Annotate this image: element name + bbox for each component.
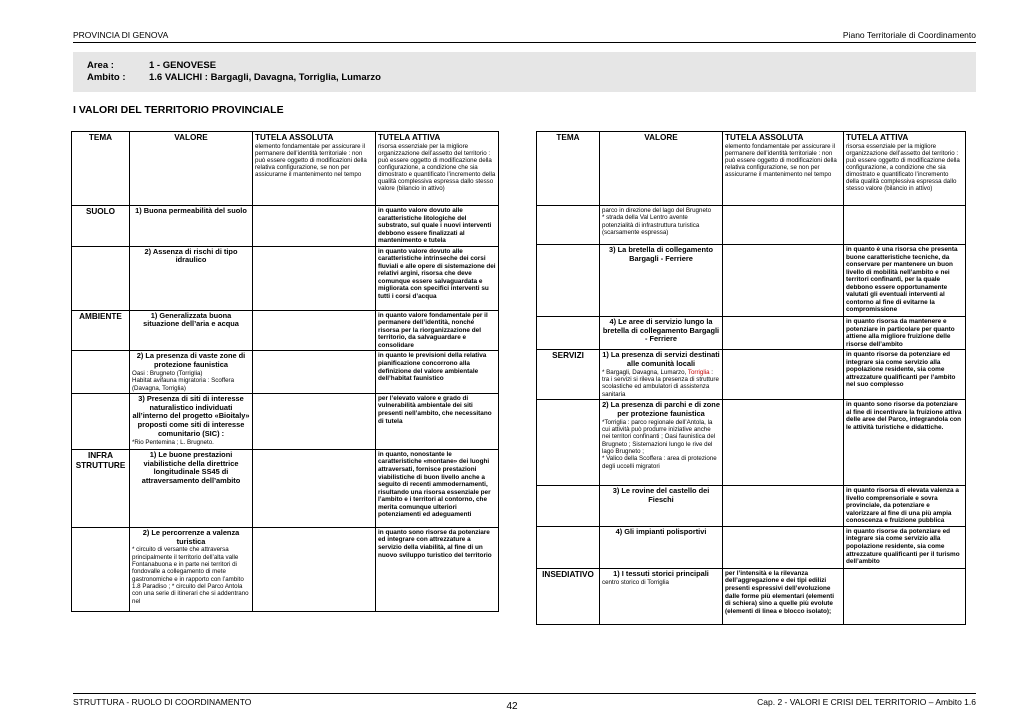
table-row	[72, 393, 499, 449]
col-tutela-attiva-desc: risorsa essenziale per la migliore organizzazione dell’assetto del territorio : può essere oggetto di modificazione della configurazione, a condizione che sia dimostrato e quantificato l’incremento della qualità complessiva espressa dallo stesso valore (bilancio in attivo)	[378, 142, 496, 193]
table-row	[72, 246, 499, 310]
valore-note: Habitat avifauna migratoria : Scoffera (Davagna, Torriglia)	[132, 377, 235, 392]
valore-title: 2) Assenza di rischi di tipo idraulico	[144, 246, 238, 265]
col-tutela-assoluta-label: TUTELA ASSOLUTA	[255, 133, 334, 142]
attiva-cell: in quanto valore fondamentale per il permanere dell’identità, nonché risorsa per la riorganizzazione del territorio, da salvaguardare e consolidare	[376, 310, 499, 351]
attiva-cell: in quanto risorse da potenziare ed integrare sia come servizio alla popolazione residente, sia come attrezzature qualificanti per l’ambito nel suo complesso	[844, 350, 966, 400]
assoluta-cell	[253, 449, 376, 527]
tema-cell	[537, 526, 600, 568]
col-valore: VALORE	[600, 132, 723, 206]
table-row	[537, 350, 966, 400]
header-divider	[73, 42, 976, 43]
table-row	[72, 206, 499, 247]
assoluta-cell	[723, 486, 844, 527]
valore-cell	[130, 449, 253, 527]
section-title: I VALORI DEL TERRITORIO PROVINCIALE	[73, 104, 284, 116]
assoluta-cell	[253, 246, 376, 310]
valore-cell	[600, 400, 723, 486]
assoluta-cell: per l’intensità e la rilevanza dell’aggregazione e dei tipi edilizi presenti espressivi dell’evoluzione dalle forme più elementari (elementi di schiera) sino a quelle più evolute (elementi di linea e blocco isolato);	[723, 568, 844, 624]
assoluta-cell	[723, 350, 844, 400]
valore-cell	[130, 393, 253, 449]
tema-cell	[537, 317, 600, 350]
attiva-cell: in quanto valore dovuto alle caratteristiche intrinseche dei corsi fluviali e alle opere di sistemazione dei relativi argini, risorsa che deve comunque essere salvaguardata e migliorata con specifici interventi su tutti i corsi d’acqua	[376, 246, 499, 310]
valore-note: Oasi : Brugneto (Torriglia)	[132, 369, 203, 377]
area-row	[87, 60, 216, 71]
valore-title: 3) Presenza di siti di interesse naturalistico individuati all’interno del progetto «Bioitaly» proposti come siti di interesse comunitario (SIC) :	[132, 393, 250, 438]
table-header-row	[72, 132, 499, 206]
table-row	[537, 568, 966, 624]
table-row	[537, 206, 966, 245]
attiva-cell: in quanto sono risorse da potenziare al fine di incentivare la fruizione attiva delle aree del Parco, integrandola con le attività turistiche e didattiche.	[844, 400, 966, 486]
attiva-cell: in quanto sono risorse da potenziare ed integrare con attrezzature a servizio della viabilità, al fine di un nuovo sviluppo turistico del territorio	[376, 527, 499, 611]
col-tema: TEMA	[72, 132, 130, 206]
table-row	[537, 400, 966, 486]
valore-note: centro storico di Torriglia	[602, 578, 669, 586]
assoluta-cell	[723, 245, 844, 317]
tema-cell: SERVIZI	[537, 350, 600, 400]
assoluta-cell	[253, 393, 376, 449]
table-row	[537, 486, 966, 527]
valore-cell	[600, 206, 723, 245]
tema-cell: AMBIENTE	[72, 310, 130, 351]
header-right: Piano Territoriale di Coordinamento	[842, 30, 976, 40]
assoluta-cell	[723, 526, 844, 568]
valore-note: *Rio Pentemina ; L. Brugneto.	[132, 438, 214, 446]
attiva-cell: in quanto valore dovuto alle caratteristiche litologiche del substrato, sul quale i nuovi interventi debbono essere finalizzati al mantenimento e tutela	[376, 206, 499, 247]
valore-cell	[130, 310, 253, 351]
tema-cell	[537, 245, 600, 317]
ambito-value: 1.6 VALICHI : Bargagli, Davagna, Torriglia, Lumarzo	[149, 72, 381, 83]
attiva-cell	[844, 206, 966, 245]
valore-title: 1) Le buone prestazioni viabilistiche della direttrice longitudinale SS45 di attraversamento dell’ambito	[141, 449, 241, 486]
valore-note: parco in direzione del lago del Brugneto	[602, 207, 712, 214]
note-text: : tra i servizi si rileva la presenza di strutture scolastiche ed ambulatori di assistenza sanitaria	[602, 368, 719, 398]
assoluta-cell	[723, 206, 844, 245]
valore-title: 3) Le rovine del castello dei Fieschi	[612, 486, 710, 504]
footer-divider	[73, 693, 976, 694]
table-row	[537, 245, 966, 317]
table-row	[537, 317, 966, 350]
area-label: Area :	[87, 60, 114, 71]
footer-right: Cap. 2 - VALORI E CRISI DEL TERRITORIO – Ambito 1.6	[757, 697, 976, 707]
col-tutela-attiva-label: TUTELA ATTIVA	[846, 133, 909, 142]
area-box	[73, 52, 976, 92]
valore-title: 2) La presenza di vaste zone di protezione faunistica	[136, 351, 246, 370]
tema-cell	[72, 449, 130, 527]
values-table-right	[536, 131, 966, 625]
tema-line: INFRA	[87, 450, 113, 460]
col-tutela-assoluta-label: TUTELA ASSOLUTA	[725, 133, 804, 142]
page-number: 42	[506, 701, 518, 712]
attiva-cell: in quanto risorsa da mantenere e potenziare in particolare per quanto attiene alla migliore fruizione delle risorse dell’ambito	[844, 317, 966, 350]
table-header-row	[537, 132, 966, 206]
assoluta-cell	[253, 206, 376, 247]
table-row	[537, 526, 966, 568]
valore-title: 1) La presenza di servizi destinati alle comunità locali	[602, 350, 720, 368]
valore-cell	[600, 568, 723, 624]
valore-cell	[600, 526, 723, 568]
assoluta-cell	[253, 351, 376, 393]
table-row	[72, 527, 499, 611]
tema-cell: SUOLO	[72, 206, 130, 247]
table-row	[72, 449, 499, 527]
tema-cell: INSEDIATIVO	[537, 568, 600, 624]
valore-title: 1) I tessuti storici principali	[613, 568, 709, 578]
tema-cell	[72, 351, 130, 393]
assoluta-cell	[723, 317, 844, 350]
valore-note: * strada della Val Lentro avente potenzialità di infrastruttura turistica (scarsamente espressa)	[602, 214, 700, 236]
valore-note: * circuito di versante che attraversa principalmente il territorio dell’alta valle Fontanabuona e in parte nei territori di fondovalle a collegamento di mete gastronomiche e in rapporto con l’ambito 1.8 Paradiso ; * circuito del Parco Antola con una serie di itinerari che si addentrano nel	[132, 546, 249, 605]
tema-cell	[72, 527, 130, 611]
assoluta-cell	[253, 527, 376, 611]
attiva-cell: in quanto risorsa di elevata valenza a livello comprensoriale e sovra provinciale, da potenziare e valorizzare al fine di una più ampia conoscenza e fruizione pubblica	[844, 486, 966, 527]
valore-note: *Torriglia : parco regionale dell’Antola, la cui attività può produrre iniziative anche nei territori confinanti ; Oasi faunistica del Brugneto ; Sistemazioni lungo le rive del lago Brugneto ;	[602, 418, 716, 455]
tema-cell	[537, 486, 600, 527]
header-left: PROVINCIA DI GENOVA	[73, 30, 169, 40]
tema-line: STRUTTURE	[75, 460, 126, 470]
col-valore: VALORE	[130, 132, 253, 206]
valore-title: 1) Generalizzata buona situazione dell’aria e acqua	[143, 310, 239, 329]
tema-cell	[72, 246, 130, 310]
ambito-label: Ambito :	[87, 72, 126, 83]
attiva-cell: in quanto, nonostante le caratteristiche «montane» dei luoghi attraversati, fornisce prestazioni viabilistiche di buon livello anche a seguito di recenti ammodernamenti, risultando una risorsa essenziale per l’ambito e i territori al contorno, che merita comunque ulteriori potenziamenti ed adeguamenti	[376, 449, 499, 527]
area-value: 1 - GENOVESE	[149, 60, 217, 71]
valore-note: * Valico della Scoffera : area di protezione degli uccelli migratori	[602, 455, 717, 470]
col-tutela-attiva-desc: risorsa essenziale per la migliore organizzazione dell’assetto del territorio : può essere oggetto di modificazione della configurazione, a condizione che sia dimostrato e quantificato l’incremento della qualità complessiva espressa dallo stesso valore (bilancio in attivo)	[846, 142, 960, 193]
attiva-cell: per l’elevato valore e grado di vulnerabilità ambientale dei siti presenti nell’ambito, che necessitano di tutela	[376, 393, 499, 449]
col-tutela-attiva	[844, 132, 966, 206]
valore-cell	[130, 206, 253, 247]
values-table-left	[71, 131, 499, 612]
valore-cell	[600, 317, 723, 350]
valore-title: 3) La bretella di collegamento Bargagli - Ferriere	[609, 245, 713, 263]
attiva-cell: in quanto risorse da potenziare ed integrare sia come servizio alla popolazione residente, sia come attrezzature qualificanti per il turismo dell’ambito	[844, 526, 966, 568]
valore-title: 4) Le aree di servizio lungo la bretella di collegamento Bargagli - Ferriere	[602, 317, 720, 344]
valore-cell	[600, 245, 723, 317]
tema-cell	[537, 400, 600, 486]
assoluta-cell	[253, 310, 376, 351]
valore-title: 1) Buona permeabilità del suolo	[135, 206, 247, 215]
valore-cell	[130, 246, 253, 310]
valore-cell	[130, 351, 253, 393]
valore-title: 4) Gli impianti polisportivi	[615, 526, 707, 536]
footer-left: STRUTTURA - RUOLO DI COORDINAMENTO	[73, 697, 252, 707]
note-text: * Bargagli, Davagna, Lumarzo,	[602, 368, 687, 376]
col-tutela-attiva	[376, 132, 499, 206]
table-row	[72, 310, 499, 351]
note-highlight: Torriglia	[687, 368, 710, 376]
ambito-row	[87, 72, 381, 83]
valore-cell	[130, 527, 253, 611]
valore-title: 2) La presenza di parchi e di zone per protezione faunistica	[602, 400, 720, 418]
valore-cell	[600, 486, 723, 527]
col-tutela-assoluta-desc: elemento fondamentale per assicurare il permanere dell’identità territoriale : non può essere oggetto di modificazioni della relativa configurazione, se non per assicurarne il mantenimento nel tempo	[255, 142, 367, 179]
valore-cell	[600, 350, 723, 400]
attiva-cell: in quanto è una risorsa che presenta buone caratteristiche tecniche, da conservare per mantenere un buon livello di mobilità nell’ambito e nei territori confinanti, per la quale debbono essere opportunamente valutati gli eventuali interventi al contorno al fine di evitarne la compromissione	[844, 245, 966, 317]
attiva-cell	[844, 568, 966, 624]
col-tutela-assoluta	[723, 132, 844, 206]
attiva-cell: in quanto le previsioni della relativa pianificazione concorrono alla definizione del valore ambientale dell’habitat faunistico	[376, 351, 499, 393]
valore-note	[602, 369, 720, 398]
table-row	[72, 351, 499, 393]
col-tema: TEMA	[537, 132, 600, 206]
assoluta-cell	[723, 400, 844, 486]
tema-cell	[72, 393, 130, 449]
col-tutela-assoluta	[253, 132, 376, 206]
col-tutela-attiva-label: TUTELA ATTIVA	[378, 133, 441, 142]
col-tutela-assoluta-desc: elemento fondamentale per assicurare il permanere dell’identità territoriale : non può essere oggetto di modificazioni della relativa configurazione, se non per assicurarne il mantenimento nel tempo	[725, 142, 837, 179]
tema-cell	[537, 206, 600, 245]
valore-title: 2) Le percorrenze a valenza turistica	[142, 527, 240, 546]
